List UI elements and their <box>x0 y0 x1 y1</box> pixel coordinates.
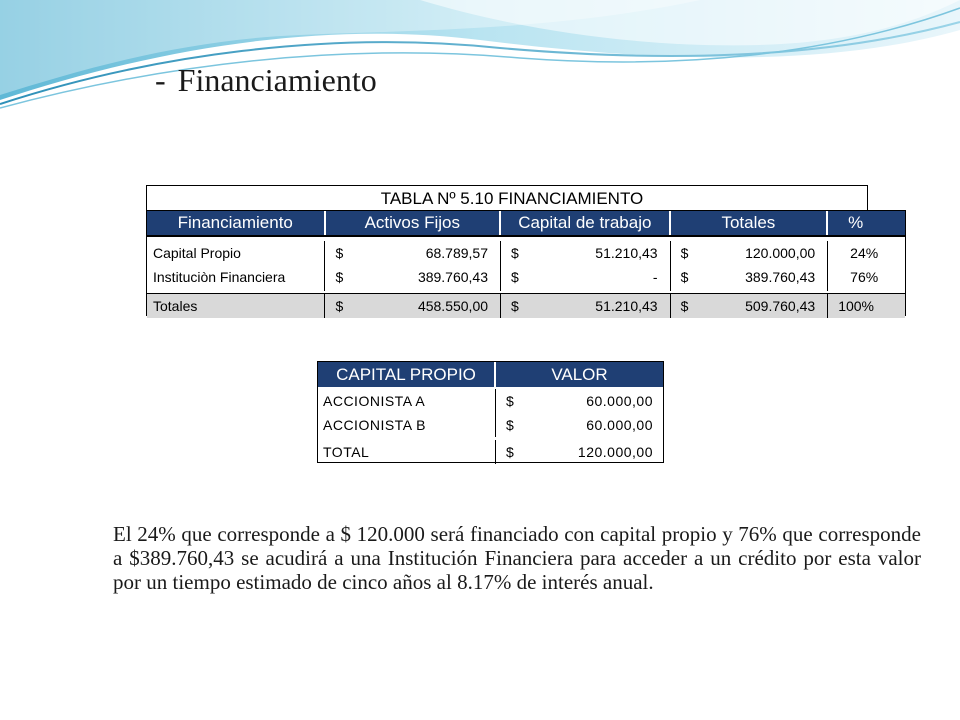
financing-table-header <box>146 210 906 236</box>
col-header-capital-propio: CAPITAL PROPIO <box>318 362 496 387</box>
cell-capital <box>501 241 671 265</box>
cell-value: 51.210,43 <box>595 245 658 261</box>
row-label: ACCIONISTA B <box>318 413 496 437</box>
cell-amount: 60.000,00 <box>586 417 653 433</box>
cell-percent: 24% <box>850 245 879 261</box>
table-row <box>318 389 663 413</box>
row-label: Capital Propio <box>147 241 325 265</box>
cell-value: 458.550,00 <box>417 298 489 314</box>
currency-sign: $ <box>506 417 515 433</box>
table-row <box>147 265 905 291</box>
header-wave-decoration <box>0 0 960 110</box>
table-row-total <box>318 440 663 464</box>
financing-table-body <box>146 236 906 316</box>
cell-value: 509.760,43 <box>745 298 816 314</box>
equity-table-header <box>318 362 663 387</box>
cell-activos <box>325 294 501 318</box>
col-header-percent: % <box>848 213 864 232</box>
col-header-valor: VALOR <box>551 365 608 384</box>
cell-value <box>496 413 663 437</box>
row-label: Totales <box>147 294 325 318</box>
equity-table <box>317 361 664 463</box>
cell-activos <box>325 241 501 265</box>
cell-percent: 76% <box>850 269 879 285</box>
slide-title <box>155 62 377 99</box>
cell-value: 120.000,00 <box>745 245 816 261</box>
cell-totales <box>671 294 829 318</box>
currency-sign: $ <box>335 245 344 261</box>
cell-totales <box>671 265 829 291</box>
col-header-financiamiento: Financiamiento <box>147 211 326 235</box>
cell-value <box>496 440 663 464</box>
currency-sign: $ <box>506 444 515 460</box>
currency-sign: $ <box>335 298 344 314</box>
row-label: Instituciòn Financiera <box>147 265 325 291</box>
cell-value: 389.760,43 <box>745 269 816 285</box>
cell-activos <box>325 265 501 291</box>
table-row <box>147 241 905 265</box>
cell-amount: 120.000,00 <box>577 444 653 460</box>
currency-sign: $ <box>335 269 344 285</box>
description-paragraph: El 24% que corresponde a $ 120.000 será financiado con capital propio y 76% que corresponde a $389.760,43 se acudirá a una Institución Financiera para acceder a un crédito por esta valor por un tiempo estimado de cinco años al 8.17% de interés anual. <box>113 522 921 594</box>
currency-sign: $ <box>511 269 519 285</box>
cell-value <box>496 389 663 413</box>
table-row <box>318 413 663 437</box>
cell-amount: 60.000,00 <box>586 393 653 409</box>
col-header-activos-fijos: Activos Fijos <box>326 211 502 235</box>
cell-value: 68.789,57 <box>425 245 489 261</box>
currency-sign: $ <box>680 298 689 314</box>
currency-sign: $ <box>511 298 519 314</box>
table-row-total <box>147 293 905 318</box>
cell-capital <box>501 265 671 291</box>
col-header-totales: Totales <box>671 211 829 235</box>
currency-sign: $ <box>511 245 519 261</box>
title-text: Financiamiento <box>177 62 377 98</box>
cell-value: 51.210,43 <box>595 298 658 314</box>
currency-sign: $ <box>506 393 515 409</box>
cell-capital <box>501 294 671 318</box>
financing-table <box>146 185 879 316</box>
currency-sign: $ <box>680 269 689 285</box>
title-dash: - <box>155 62 166 98</box>
cell-percent: 100% <box>838 298 874 314</box>
row-label: ACCIONISTA A <box>318 389 496 413</box>
financing-table-title: TABLA Nº 5.10 FINANCIAMIENTO <box>146 185 868 210</box>
cell-value: 389.760,43 <box>417 269 489 285</box>
cell-value: - <box>652 269 658 285</box>
row-label: TOTAL <box>318 440 496 464</box>
currency-sign: $ <box>680 245 689 261</box>
cell-totales <box>671 241 829 265</box>
col-header-capital-trabajo: Capital de trabajo <box>501 211 671 235</box>
